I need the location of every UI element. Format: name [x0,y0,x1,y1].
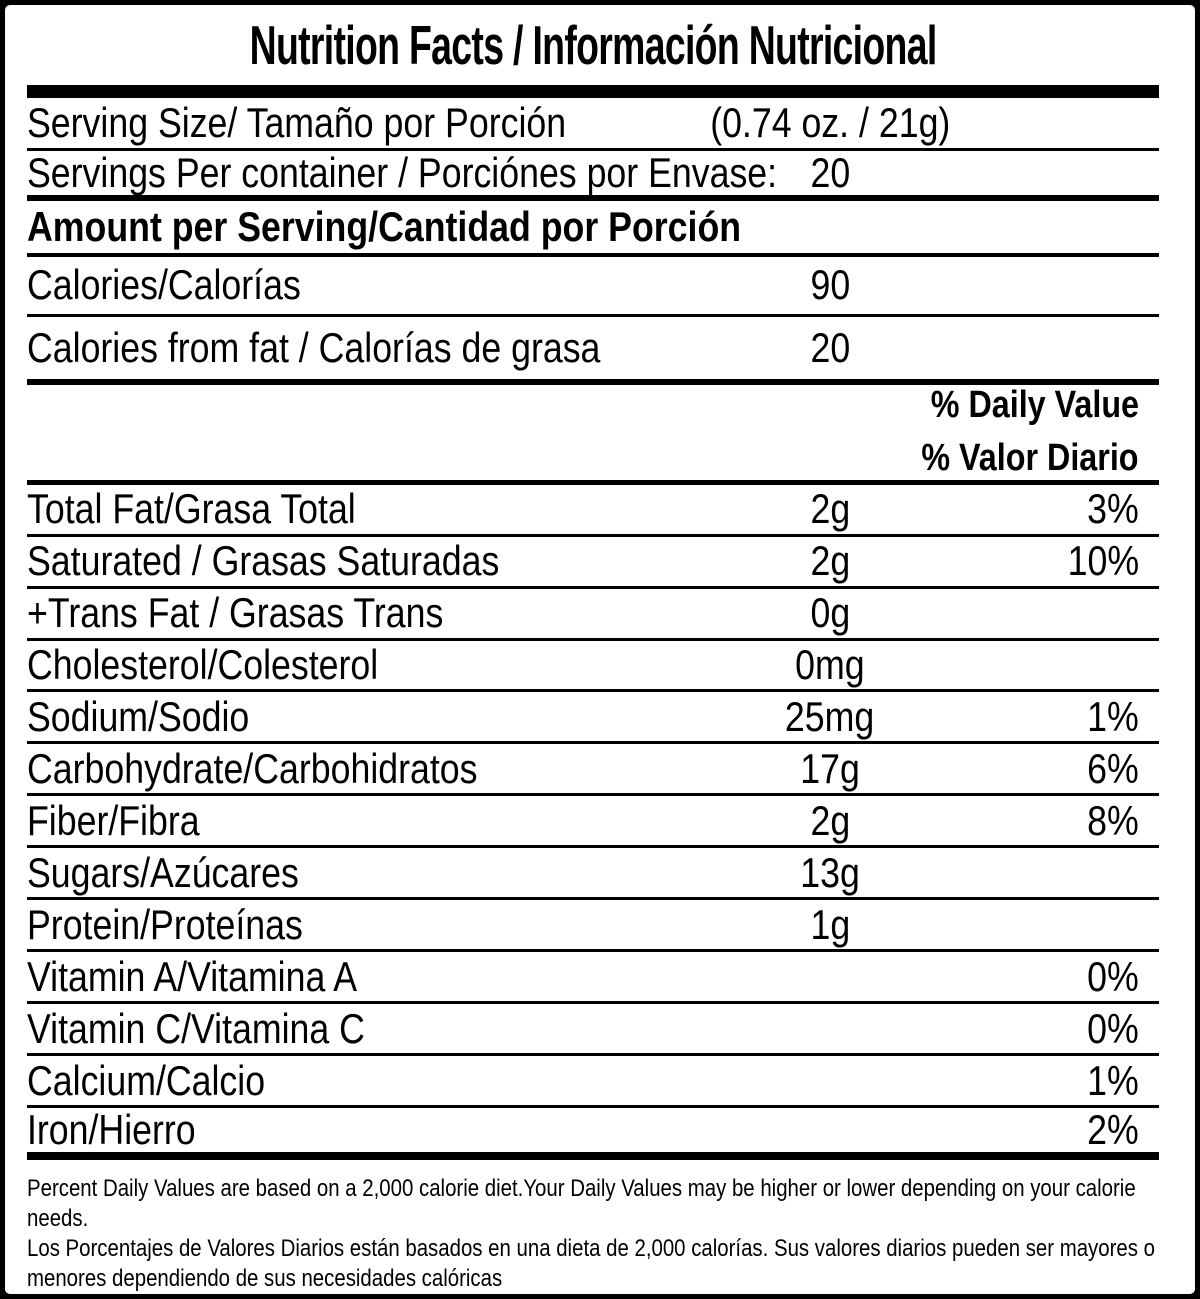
nutrient-row-cholesterol [27,641,1159,693]
calories-value: 90 [810,261,850,309]
serving-size-value: (0.74 oz. / 21g) [709,98,951,146]
daily-value-header-en: % Daily Value [930,384,1139,427]
calories-from-fat-value: 20 [810,323,850,371]
nutrient-row-vitamin-a [27,952,1159,1004]
nutrient-daily-value: 0% [1087,952,1139,1000]
title-divider-bar [27,85,1159,98]
nutrient-row-total-fat [27,485,1159,537]
nutrient-row-sugars [27,848,1159,900]
nutrient-label: Protein/Proteínas [27,900,303,948]
nutrient-daily-value: 3% [1087,485,1139,533]
nutrient-label: Vitamin A/Vitamina A [27,952,358,1000]
nutrient-row-iron [27,1108,1159,1160]
nutrient-amount: 13g [800,848,860,896]
amount-per-serving-header: Amount per Serving/Cantidad por Porción [27,202,742,250]
nutrient-daily-value: 2% [1087,1106,1139,1154]
nutrient-label: +Trans Fat / Grasas Trans [27,589,444,637]
nutrient-label: Fiber/Fibra [27,796,200,844]
footnote-english: Percent Daily Values are based on a 2,000 calorie diet.Your Daily Values may be higher or lower depending on your calorie needs. [27,1175,1136,1233]
servings-per-container-value: 20 [810,148,850,196]
nutrient-amount: 2g [810,796,850,844]
nutrient-label: Vitamin C/Vitamina C [27,1004,365,1052]
nutrient-amount: 2g [810,485,850,533]
footnote-block [27,1160,1159,1294]
nutrient-daily-value: 8% [1087,796,1139,844]
nutrient-label: Carbohydrate/Carbohidratos [27,744,478,792]
nutrient-amount: 0g [810,589,850,637]
nutrient-row-protein [27,900,1159,952]
nutrient-row-calcium [27,1056,1159,1108]
nutrient-label: Total Fat/Grasa Total [27,485,356,533]
nutrient-daily-value: 1% [1087,1056,1139,1104]
nutrient-row-saturated-fat [27,537,1159,589]
nutrient-row-vitamin-c [27,1004,1159,1056]
nutrient-amount: 17g [800,744,860,792]
serving-size-label: Serving Size/ Tamaño por Porción [27,98,567,146]
footnote-spanish: Los Porcentajes de Valores Diarios están basados en una dieta de 2,000 calorías. Sus valores diarios pueden ser mayores o menores dependiendo de sus necesidades calóricas [27,1235,1155,1293]
calories-from-fat-row [27,317,1159,385]
servings-per-container-row [27,148,1159,201]
amount-per-serving-header-row [27,201,1159,257]
nutrient-row-sodium [27,692,1159,744]
nutrient-amount: 1g [810,900,850,948]
nutrient-amount: 25mg [785,692,875,740]
calories-from-fat-label: Calories from fat / Calorías de grasa [27,323,601,371]
calories-label: Calories/Calorías [27,261,301,309]
servings-per-container-label: Servings Per container / Porciónes por Envase: [27,148,778,196]
nutrient-label: Cholesterol/Colesterol [27,640,379,688]
nutrient-daily-value: 10% [1067,537,1139,585]
daily-value-header [27,385,1159,485]
label-title-block [27,5,1159,85]
nutrient-label: Saturated / Grasas Saturadas [27,537,500,585]
nutrient-daily-value: 6% [1087,744,1139,792]
nutrient-amount: 2g [810,537,850,585]
nutrient-daily-value: 1% [1087,692,1139,740]
nutrient-row-carbohydrate [27,744,1159,796]
nutrient-label: Sugars/Azúcares [27,848,299,896]
calories-row [27,257,1159,317]
serving-size-row [27,98,1159,151]
nutrient-daily-value: 0% [1087,1004,1139,1052]
daily-value-header-es: % Valor Diario [921,437,1139,480]
label-title: Nutrition Facts / Información Nutricional [249,13,937,76]
nutrient-row-trans-fat [27,589,1159,641]
nutrient-label: Sodium/Sodio [27,692,250,740]
nutrient-label: Iron/Hierro [27,1106,196,1154]
nutrient-row-fiber [27,796,1159,848]
nutrient-amount: 0mg [795,640,865,688]
nutrient-label: Calcium/Calcio [27,1056,266,1104]
